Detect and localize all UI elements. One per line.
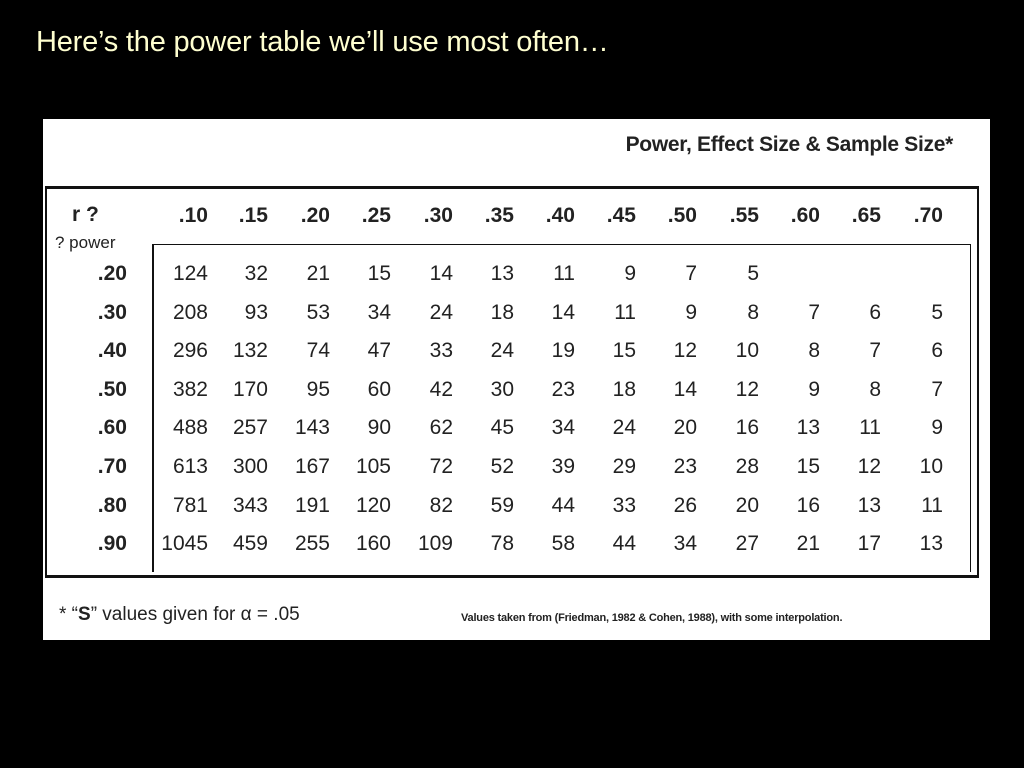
table-cell: 24 (612, 416, 636, 440)
table-cell: 613 (172, 455, 208, 478)
table-cell: 16 (796, 493, 820, 517)
table-cell: 14 (429, 262, 453, 285)
table-cell: 120 (355, 493, 391, 517)
footnote-s: S (78, 604, 91, 625)
column-header: .60 (790, 204, 820, 227)
table-cell: 11 (859, 416, 881, 440)
table-cell: 78 (490, 532, 514, 556)
table-cell: 382 (172, 377, 208, 401)
table-cell: 21 (796, 532, 820, 556)
table-cell: 488 (172, 416, 208, 440)
table-cell: 42 (429, 377, 453, 401)
table-cell: 34 (551, 416, 575, 440)
source-note: Values taken from (Friedman, 1982 & Cohen, 1988), with some interpolation. (461, 612, 843, 624)
table-cell: 5 (931, 300, 943, 324)
table-cell: 13 (857, 493, 881, 517)
row-header-power: .60 (97, 416, 127, 440)
row-header-power: .50 (97, 377, 127, 401)
table-cell: 1045 (161, 532, 208, 556)
table-cell: 7 (685, 262, 697, 285)
table-cell: 7 (931, 377, 943, 401)
table-cell: 10 (919, 455, 943, 478)
table-cell: 82 (429, 493, 453, 517)
table-cell: 160 (355, 532, 391, 556)
slide-title: Here’s the power table we’ll use most often… (36, 26, 609, 58)
table-cell: 12 (673, 339, 697, 363)
table-cell: 12 (857, 455, 881, 478)
column-header: .40 (545, 204, 575, 227)
table-cell: 6 (869, 300, 881, 324)
table-cell: 15 (796, 455, 820, 478)
table-cell: 30 (490, 377, 514, 401)
table-cell: 12 (735, 377, 759, 401)
column-header: .50 (667, 204, 697, 227)
table-cell: 14 (551, 300, 575, 324)
table-cell: 167 (294, 455, 330, 478)
table-cell: 15 (612, 339, 636, 363)
table-cell: 18 (490, 300, 514, 324)
table-cell: 24 (490, 339, 514, 363)
table-cell: 170 (232, 377, 268, 401)
table-cell: 59 (490, 493, 514, 517)
table-cell: 26 (673, 493, 697, 517)
table-cell: 15 (367, 262, 391, 285)
table-cell: 8 (808, 339, 820, 363)
table-cell: 13 (919, 532, 943, 556)
table-cell: 47 (367, 339, 391, 363)
column-header: .15 (238, 204, 268, 227)
table-cell: 72 (429, 455, 453, 478)
table-cell: 34 (673, 532, 697, 556)
row-header-power: .30 (97, 300, 127, 324)
table-cell: 9 (808, 377, 820, 401)
table-cell: 45 (490, 416, 514, 440)
table-cell: 32 (244, 262, 268, 285)
table-cell: 95 (306, 377, 330, 401)
column-header: .10 (178, 204, 208, 227)
table-cell: 44 (612, 532, 636, 556)
table-cell: 9 (685, 300, 697, 324)
table-cell: 28 (735, 455, 759, 478)
corner-power-label: ? power (55, 233, 116, 252)
table-cell: 255 (294, 532, 330, 556)
table-cell: 7 (869, 339, 881, 363)
table-cell: 20 (673, 416, 697, 440)
table-cell: 8 (747, 300, 759, 324)
table-cell: 33 (429, 339, 453, 363)
column-header: .65 (851, 204, 881, 227)
table-cell: 191 (294, 493, 330, 517)
table-cell: 6 (931, 339, 943, 363)
table-cell: 143 (294, 416, 330, 440)
table-cell: 343 (232, 493, 268, 517)
table-cell: 60 (367, 377, 391, 401)
table-cell: 52 (490, 455, 514, 478)
table-cell: 10 (735, 339, 759, 363)
table-cell: 34 (367, 300, 391, 324)
table-cell: 20 (735, 493, 759, 517)
table-cell: 62 (429, 416, 453, 440)
row-header-power: .90 (97, 532, 127, 556)
table-cell: 13 (796, 416, 820, 440)
table-cell: 8 (869, 377, 881, 401)
table-cell: 296 (172, 339, 208, 363)
table-cell: 53 (306, 300, 330, 324)
table-cell: 208 (172, 300, 208, 324)
table-cell: 90 (367, 416, 391, 440)
table-cell: 74 (306, 339, 330, 363)
corner-r-label: r ? (72, 203, 99, 226)
alpha-footnote (59, 604, 300, 626)
footnote-suffix: ” values given for α = .05 (90, 604, 300, 625)
column-header: .20 (300, 204, 330, 227)
column-header: .25 (361, 204, 391, 227)
table-cell: 16 (735, 416, 759, 440)
table-cell: 14 (673, 377, 697, 401)
table-title: Power, Effect Size & Sample Size* (625, 133, 953, 156)
table-cell: 9 (931, 416, 943, 440)
table-cell: 781 (172, 493, 208, 517)
column-header: .45 (606, 204, 636, 227)
column-header: .55 (729, 204, 759, 227)
table-cell: 27 (735, 532, 759, 556)
footnote-prefix: * “ (59, 604, 78, 625)
table-cell: 18 (612, 377, 636, 401)
table-cell: 9 (624, 262, 636, 285)
column-header: .70 (913, 204, 943, 227)
table-cell: 19 (551, 339, 575, 363)
table-cell: 93 (244, 300, 268, 324)
table-cell: 44 (551, 493, 575, 517)
row-header-power: .20 (97, 262, 127, 285)
table-cell: 109 (417, 532, 453, 556)
table-cell: 5 (747, 262, 759, 285)
column-header: .30 (423, 204, 453, 227)
table-cell: 24 (429, 300, 453, 324)
table-cell: 105 (355, 455, 391, 478)
table-cell: 132 (232, 339, 268, 363)
table-cell: 33 (612, 493, 636, 517)
row-header-power: .80 (97, 493, 127, 517)
table-cell: 13 (490, 262, 514, 285)
table-cell: 23 (551, 377, 575, 401)
table-cell: 300 (232, 455, 268, 478)
table-cell: 459 (232, 532, 268, 556)
table-cell: 58 (551, 532, 575, 556)
table-cell: 11 (553, 262, 575, 285)
row-header-power: .40 (97, 339, 127, 363)
table-cell: 39 (551, 455, 575, 478)
table-cell: 11 (614, 300, 636, 324)
table-inner-border (152, 244, 971, 572)
row-header-power: .70 (97, 455, 127, 478)
column-header: .35 (484, 204, 514, 227)
table-cell: 29 (612, 455, 636, 478)
table-cell: 11 (921, 493, 943, 517)
table-cell: 17 (857, 532, 881, 556)
table-cell: 124 (172, 262, 208, 285)
table-cell: 257 (232, 416, 268, 440)
table-cell: 23 (673, 455, 697, 478)
power-table-panel (43, 119, 990, 640)
table-cell: 21 (306, 262, 330, 285)
table-cell: 7 (808, 300, 820, 324)
